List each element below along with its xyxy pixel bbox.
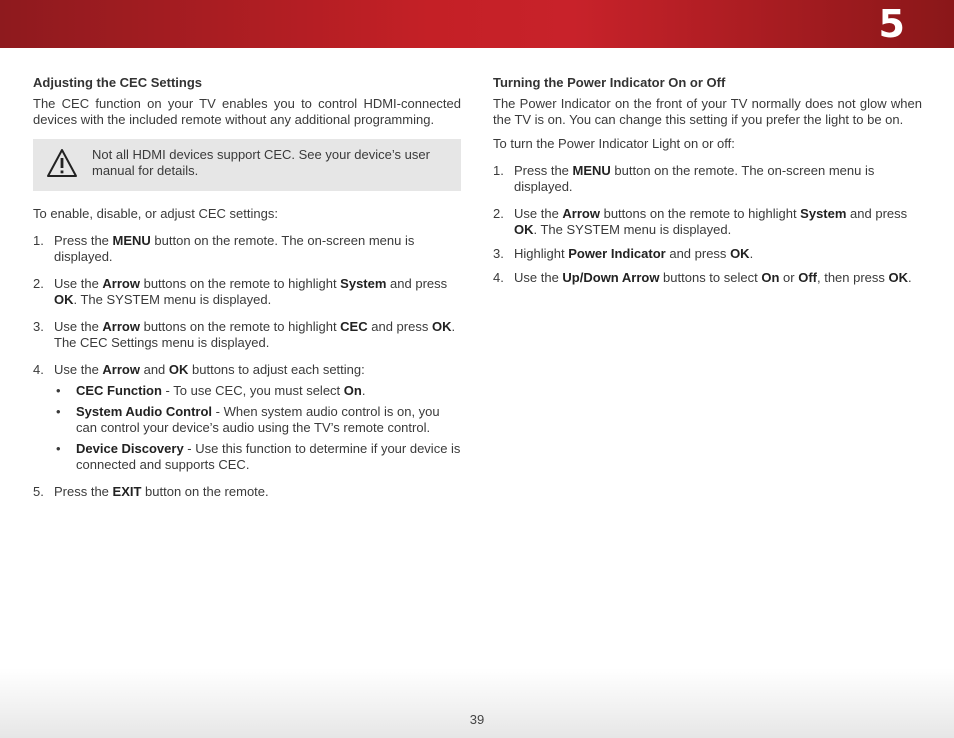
list-item: 4. Use the Arrow and OK buttons to adjust each setting: • CEC Function - To use CEC, you must select On. • System Audio Control - When system audio control is on, you can control your device’s audio using the TV’s remote control. • Device Discovery - Use this function to determine if your device is connected and supports CEC. <box>33 362 461 472</box>
list-item: 3. Highlight Power Indicator and press OK. <box>493 246 754 261</box>
list-item: 5. Press the EXIT button on the remote. <box>33 484 269 499</box>
warning-icon <box>46 148 78 178</box>
footer-band <box>0 668 954 738</box>
page-number: 39 <box>469 712 485 727</box>
cec-settings-list <box>54 383 461 473</box>
note-box <box>33 139 461 191</box>
list-item: 4. Use the Up/Down Arrow buttons to select On or Off, then press OK. <box>493 270 912 285</box>
list-item: 3. Use the Arrow buttons on the remote to highlight CEC and press OK. The CEC Settings menu is displayed. <box>33 319 456 350</box>
list-item: 2. Use the Arrow buttons on the remote to highlight System and press OK. The SYSTEM menu is displayed. <box>493 206 908 237</box>
list-item: 1. Press the MENU button on the remote. The on-screen menu is displayed. <box>33 233 415 264</box>
list-item: 2. Use the Arrow buttons on the remote to highlight System and press OK. The SYSTEM menu is displayed. <box>33 276 448 307</box>
power-lead: To turn the Power Indicator Light on or off: <box>493 136 735 151</box>
power-intro: The Power Indicator on the front of your TV normally does not glow when the TV is on. You can change this setting if you prefer the light to be on. <box>493 96 922 127</box>
list-item: • System Audio Control - When system audio control is on, you can control your device’s audio using the TV’s remote control. <box>56 404 440 435</box>
right-column <box>493 75 922 297</box>
left-column <box>33 75 461 511</box>
list-item: 1. Press the MENU button on the remote. The on-screen menu is displayed. <box>493 163 875 194</box>
chapter-number: 5 <box>878 2 905 46</box>
header-bar <box>0 0 954 48</box>
section-title-cec: Adjusting the CEC Settings <box>33 75 202 90</box>
note-text: Not all HDMI devices support CEC. See your device’s user manual for details. <box>92 147 430 178</box>
section-title-power-indicator: Turning the Power Indicator On or Off <box>493 75 726 90</box>
cec-lead: To enable, disable, or adjust CEC settings: <box>33 206 278 221</box>
cec-intro: The CEC function on your TV enables you to control HDMI-connected devices with the included remote without any additional programming. <box>33 96 461 127</box>
power-steps <box>493 163 922 286</box>
cec-steps <box>33 233 461 500</box>
list-item: • CEC Function - To use CEC, you must select On. <box>56 383 366 398</box>
list-item: • Device Discovery - Use this function to determine if your device is connected and supports CEC. <box>56 441 461 472</box>
